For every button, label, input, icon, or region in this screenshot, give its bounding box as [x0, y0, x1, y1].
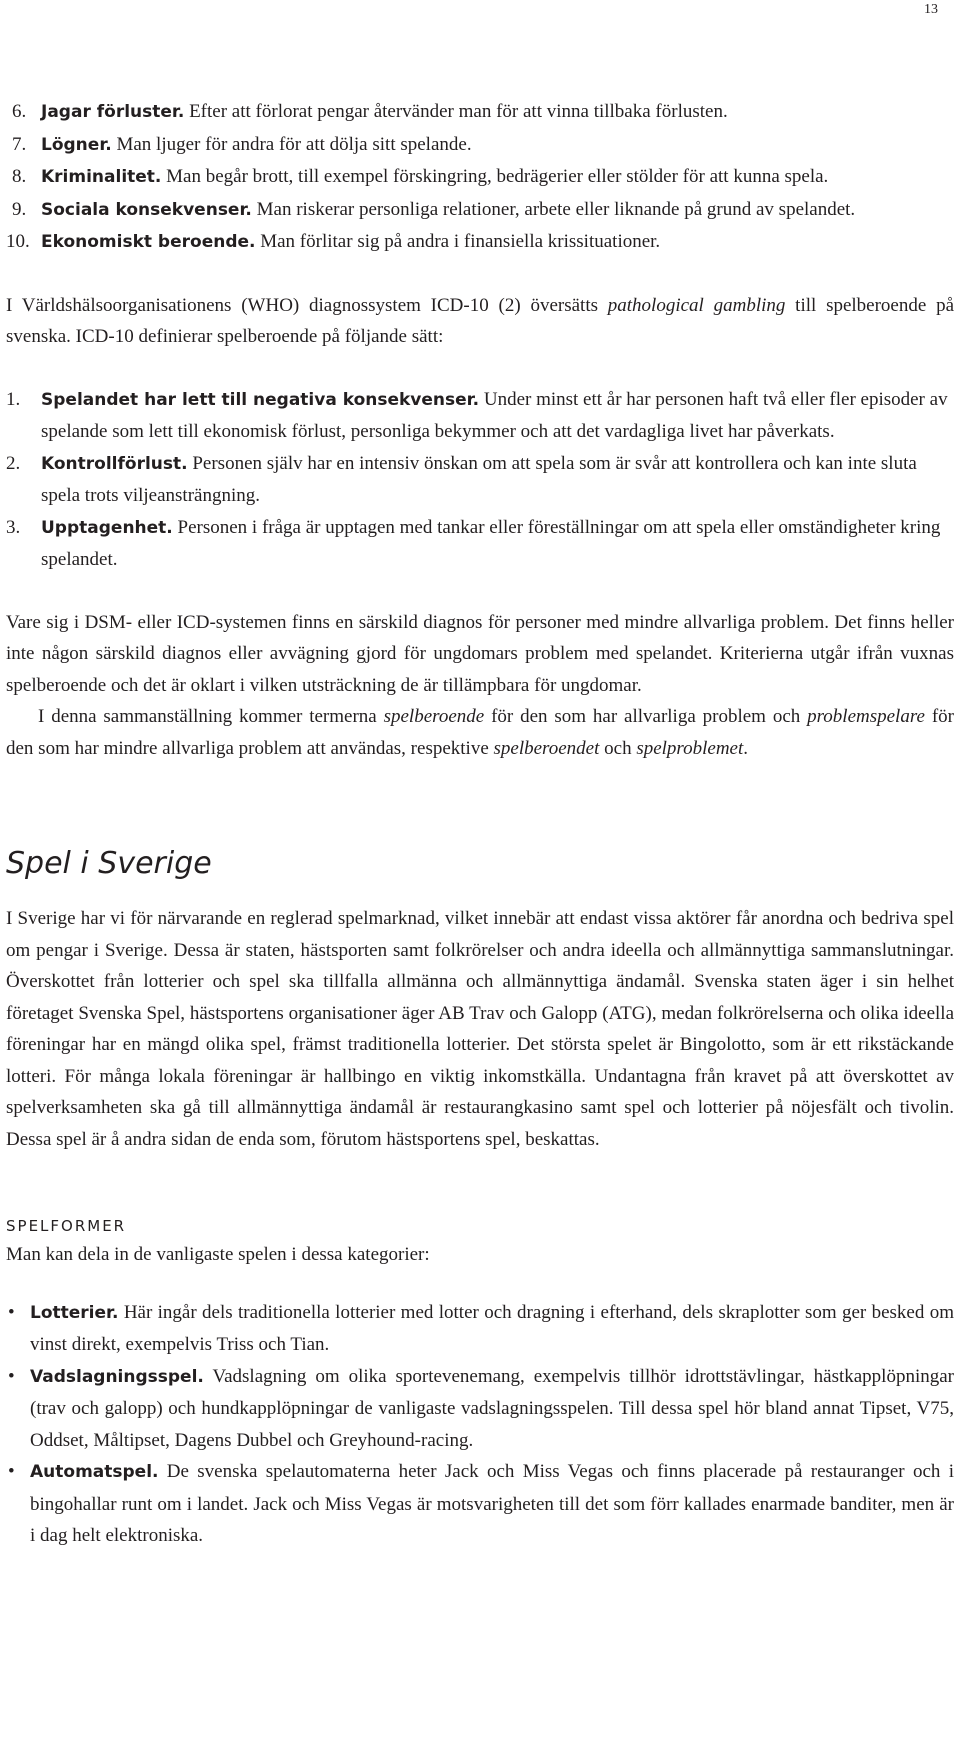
- list-item: [6, 129, 954, 162]
- page-content: [6, 96, 954, 1552]
- list-text: Personen själv har en intensiv önskan om att spela som är svår att kontrollera och kan inte sluta spela trots viljeansträngning.: [41, 452, 917, 506]
- list-number: 1.: [6, 388, 21, 410]
- terms-italic: spelberoende: [383, 706, 485, 727]
- list-text: Efter att förlorat pengar återvänder man för att vinna tillbaka förlusten.: [184, 101, 728, 122]
- list-text: De svenska spelautomaterna heter Jack och Miss Vegas och finns placerade på restauranger och i bingohallar runt om i landet. Jack och Miss Vegas är motsvarigheten till det som förr kallades enarmade banditer, men är i dag helt elektroniska.: [30, 1461, 954, 1546]
- terms-paragraph: [6, 701, 954, 764]
- list-item: [6, 1456, 954, 1552]
- dsm-paragraph: Vare sig i DSM- eller ICD-systemen finns en särskild diagnos för personer med mindre allvarliga problem. Det finns heller inte någon särskild diagnos eller avvägning gjord för ungdomars problem med spelandet. Kriterierna utgår ifrån vuxnas spelberoende och det är oklart i vilken utsträckning de är tillämpbara för ungdomar.: [6, 611, 954, 696]
- icd-list: [6, 384, 954, 576]
- list-number: 3.: [6, 516, 21, 538]
- section-heading-spel-i-sverige: Spel i Sverige: [6, 846, 212, 881]
- list-text: Här ingår dels traditionella lotterier med lotter och dragning i efterhand, dels skraplotter som ger besked om vinst direkt, exempelvis Triss och Tian.: [30, 1301, 954, 1355]
- list-term: Kriminalitet.: [41, 167, 162, 187]
- subsection-heading-spelformer: SPELFORMER: [6, 1217, 127, 1235]
- list-text: Personen i fråga är upptagen med tankar eller föreställningar om att spela eller omständigheter kring spelandet.: [41, 516, 941, 570]
- list-term: Lotterier.: [30, 1302, 119, 1323]
- list-item: [6, 194, 954, 227]
- terms-italic: problemspelare: [807, 706, 925, 727]
- terms-italic: spelberoendet: [493, 737, 600, 759]
- spelformer-intro: Man kan dela in de vanligaste spelen i dessa kategorier:: [6, 1244, 430, 1265]
- list-term: Kontrollförlust.: [41, 453, 188, 474]
- list-number: 2.: [6, 452, 21, 474]
- list-term: Automatspel.: [30, 1462, 159, 1482]
- spelformer-list: [6, 1297, 954, 1552]
- list-term: Sociala konsekvenser.: [41, 199, 252, 220]
- list-text: Vadslagning om olika sportevenemang, exempelvis tillhör idrottstävlingar, hästkapplöpningar (trav och galopp) och hundkapplöpningar de vanligaste vadslagningsspelen. Till dessa spel hör bland annat Tipset, V75, Oddset, Måltipset, Dagens Dubbel och Greyhound-racing.: [30, 1365, 954, 1451]
- list-item: [6, 384, 954, 448]
- list-text: Man begår brott, till exempel förskingring, bedrägerier eller stölder för att kunna spela.: [161, 166, 829, 187]
- terms-text: I denna sammanställning kommer termerna: [38, 706, 384, 727]
- terms-text: för den som har mindre allvarliga problem att användas, respektive: [6, 706, 954, 759]
- who-italic-term: pathological gambling: [607, 294, 786, 316]
- list-item: [6, 512, 954, 576]
- list-number: 6.: [12, 101, 27, 122]
- list-number: 7.: [12, 133, 27, 155]
- list-item: [6, 1297, 954, 1361]
- criteria-list: [6, 96, 954, 226]
- list-term: Lögner.: [41, 134, 112, 155]
- list-term: Spelandet har lett till negativa konsekvenser.: [41, 389, 480, 410]
- who-text-1: I Världshälsoorganisationens (WHO) diagnossystem ICD-10 (2) översätts: [6, 294, 608, 316]
- list-text: Man riskerar personliga relationer, arbete eller liknande på grund av spelandet.: [251, 198, 856, 220]
- who-text-2: till spelberoende på svenska. ICD-10 definierar spelberoende på följande sätt:: [6, 294, 955, 347]
- list-number: 10.: [6, 231, 30, 252]
- list-term: Ekonomiskt beroende.: [41, 232, 256, 252]
- list-text: Man ljuger för andra för att dölja sitt spelande.: [111, 133, 472, 155]
- list-text: Under minst ett år har personen haft två eller fler episoder av spelande som lett till ekonomisk förlust, personliga bekymmer och att det vardagliga livet har påverkats.: [41, 388, 948, 442]
- terms-text: för den som har allvarliga problem och: [484, 706, 808, 727]
- list-text: Man förlitar sig på andra i finansiella krissituationer.: [255, 231, 661, 252]
- who-paragraph: [6, 290, 954, 353]
- list-number: 9.: [12, 198, 27, 220]
- terms-italic: spelproblemet: [636, 737, 744, 759]
- sverige-paragraph: I Sverige har vi för närvarande en reglerad spelmarknad, vilket innebär att endast vissa aktörer får anordna och bedriva spel om pengar i Sverige. Dessa är staten, hästsporten samt folkrörelser och andra ideella och allmännyttiga sammanslutningar. Överskottet från lotterier och spel ska tillfalla allmänna och allmännyttiga ändamål. Svenska staten äger i sin helhet företaget Svenska Spel, hästsportens organisationer äger AB Trav och Galopp (ATG), medan folkrörelserna och olika ideella föreningar har en mängd olika spel, främst traditionella lotterier. Det största spelet är Bingolotto, som är ett rikstäckande lotteri. För många lokala föreningar är hallbingo en viktig inkomstkälla. Undantagna från kravet på att överskottet av spelverksamheten ska gå till allmännyttiga ändamål är restaurangkasino samt spel och lotterier på nöjesfält och tivolin. Dessa spel är å andra sidan de enda som, förutom hästsportens spel, beskattas.: [6, 908, 954, 1150]
- list-item: [6, 448, 954, 512]
- list-term: Jagar förluster.: [41, 102, 185, 122]
- list-term: Vadslagningsspel.: [30, 1366, 204, 1387]
- list-item: [6, 96, 954, 129]
- list-number: 8.: [12, 166, 27, 187]
- list-item: [6, 161, 954, 194]
- list-item: [6, 226, 954, 259]
- list-item: [6, 1361, 954, 1457]
- criteria-list-continued: [6, 226, 954, 259]
- terms-text: och: [599, 737, 637, 759]
- terms-text: .: [743, 737, 749, 759]
- page-number: 13: [924, 2, 938, 17]
- list-term: Upptagenhet.: [41, 517, 173, 538]
